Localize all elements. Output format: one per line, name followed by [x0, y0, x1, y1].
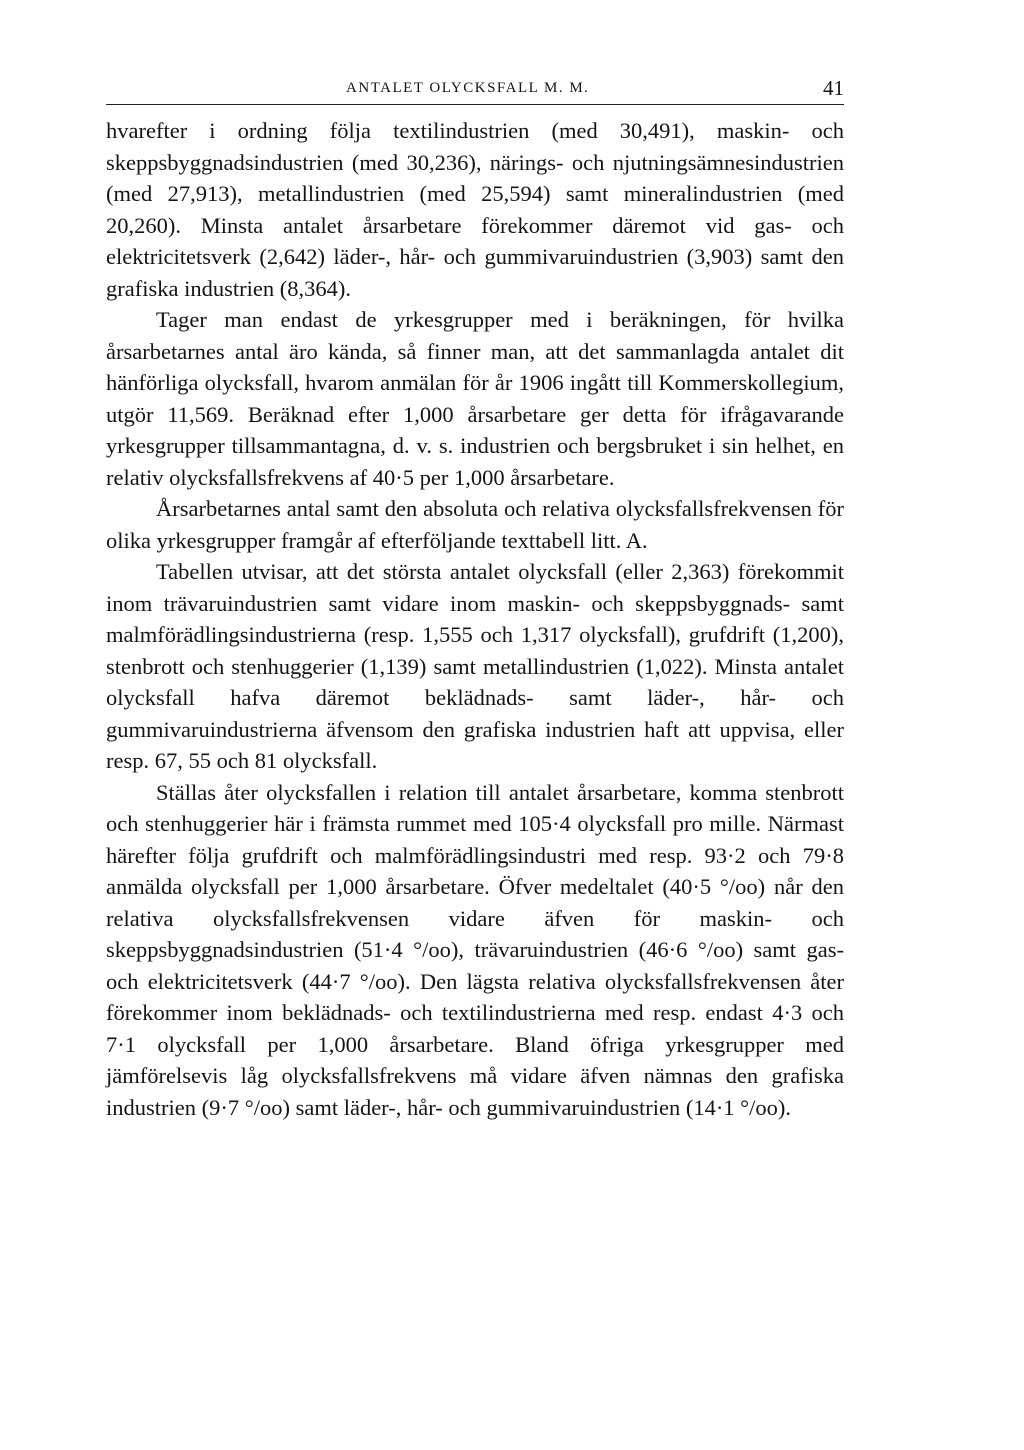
- running-head: [106, 76, 844, 100]
- paragraph-1: hvarefter i ordning följa textilindustrien (med 30,491), maskin- och skeppsbyggnadsindustrien (med 30,236), närings- och njutningsämnesindustrien (med 27,913), metallindustrien (med 25,594) samt mineralindustrien (med 20,260). Minsta antalet årsarbetare förekommer däremot vid gas- och elektricitetsverk (2,642) läder-, hår- och gummivaruindustrien (3,903) samt den grafiska industrien (8,364).: [106, 118, 844, 301]
- header-rule: [106, 104, 844, 105]
- page-number: 41: [823, 76, 844, 100]
- paragraph-5: Ställas åter olycksfallen i relation till antalet årsarbetare, komma stenbrott och stenhuggerier här i främsta rummet med 105·4 olycksfall pro mille. Närmast härefter följa grufdrift och malmförädlingsindustri med resp. 93·2 och 79·8 anmälda olycksfall per 1,000 årsarbetare. Öfver medeltalet (40·5 °/oo) når den relativa olycksfallsfrekvensen vidare äfven för maskin- och skeppsbyggnadsindustrien (51·4 °/oo), trävaruindustrien (46·6 °/oo) samt gas- och elektricitetsverk (44·7 °/oo). Den lägsta relativa olycksfallsfrekvensen åter förekommer inom beklädnads- och textilindustrierna med resp. endast 4·3 och 7·1 olycksfall per 1,000 årsarbetare. Bland öfriga yrkesgrupper med jämförelsevis låg olycksfallsfrekvens må vidare äfven nämnas den grafiska industrien (9·7 °/oo) samt läder-, hår- och gummivaruindustrien (14·1 °/oo).: [106, 779, 844, 1120]
- running-title: ANTALET OLYCKSFALL M. M.: [346, 80, 590, 96]
- paragraph-3: Årsarbetarnes antal samt den absoluta och relativa olycksfallsfrekvensen för olika yrkesgrupper framgår af efterföljande texttabell litt. A.: [106, 496, 844, 553]
- paragraph-2: Tager man endast de yrkesgrupper med i beräkningen, för hvilka årsarbetarnes antal äro kända, så finner man, att det sammanlagda antalet dit hänförliga olycksfall, hvarom anmälan för år 1906 ingått till Kommerskollegium, utgör 11,569. Beräknad efter 1,000 årsarbetare ger detta för ifrågavarande yrkesgrupper tillsammantagna, d. v. s. industrien och bergsbruket i sin helhet, en relativ olycksfallsfrekvens af 40·5 per 1,000 årsarbetare.: [106, 307, 844, 490]
- body-text: [106, 115, 844, 1123]
- paragraph-4: Tabellen utvisar, att det största antalet olycksfall (eller 2,363) förekommit inom trävaruindustrien samt vidare inom maskin- och skeppsbyggnads- samt malmförädlingsindustrierna (resp. 1,555 och 1,317 olycksfall), grufdrift (1,200), stenbrott och stenhuggerier (1,139) samt metallindustrien (1,022). Minsta antalet olycksfall hafva däremot beklädnads- samt läder-, hår- och gummivaruindustrierna äfvensom den grafiska industrien haft att uppvisa, eller resp. 67, 55 och 81 olycksfall.: [106, 559, 844, 773]
